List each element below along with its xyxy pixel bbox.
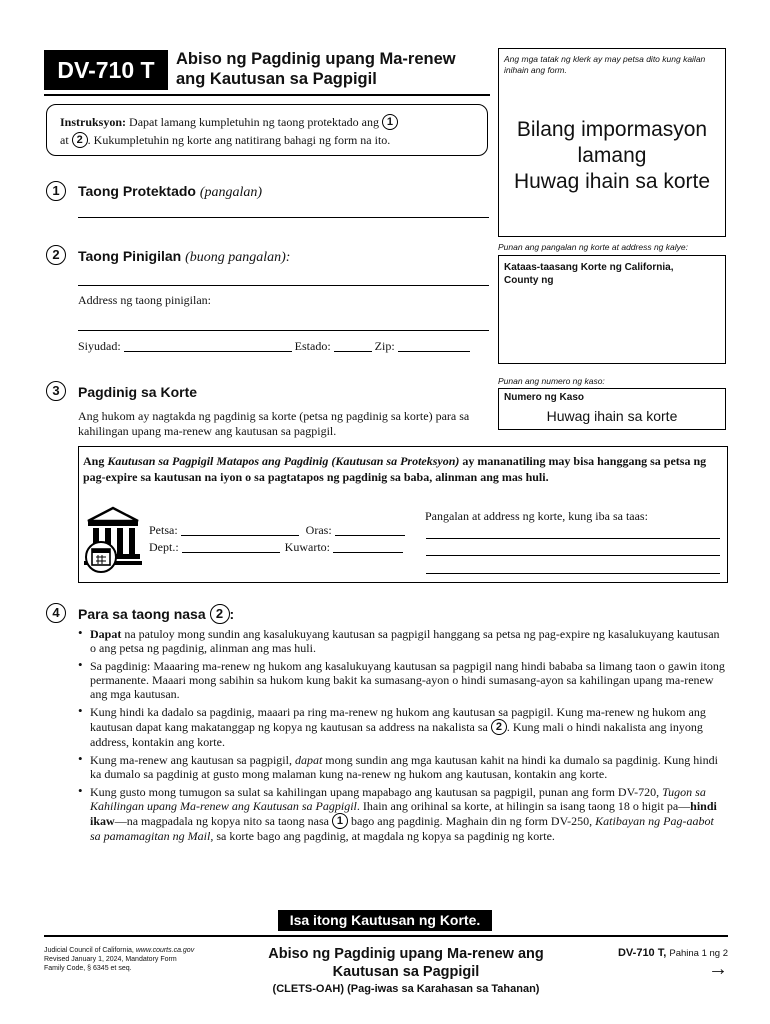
hearing-box xyxy=(78,446,728,583)
bullet-5-text-d: bago ang pagdinig. Maghain din ng form DV-250, xyxy=(350,814,593,828)
bullet-1-text: na patuloy mong sundin ang kasalukuyang kautusan sa pagpigil hanggang sa petsa ng pag-expire ng kasalukuyang kautusan o ang petsa ng pagdinig, alinman ang mas huli. xyxy=(90,627,720,655)
section-3-text: Ang hukom ay nagtakda ng pagdinig sa korte (petsa ng pagdinig sa korte) para sa kahilingan upang ma-renew ang kautusan sa pagpigil. xyxy=(78,409,470,438)
bullet-3-text-a: Kung hindi ka dadalo sa pagdinig, maaari pa ring ma-renew ng hukom ang kautusan sa pagpigil. Kung ma-renew ng hukom ang kautusan dapat kang makatanggap ng kopya ng kautusan sa address na nakalista sa xyxy=(90,705,706,734)
ref-item-2: 2 xyxy=(72,132,88,148)
info-line1: Bilang impormasyon xyxy=(516,118,708,141)
city-field[interactable] xyxy=(124,340,292,352)
footer-revised: Revised January 1, 2024, Mandatory Form xyxy=(44,956,177,963)
footer-council: Judicial Council of California, xyxy=(44,947,134,954)
city-label: Siyudad: xyxy=(78,339,121,353)
bullet-4-text-a: Kung ma-renew ang kautusan sa pagpigil, xyxy=(90,753,292,767)
bullet-5-ref: 1 xyxy=(332,813,348,829)
section-4-title xyxy=(78,604,234,624)
section-1-title-text: Taong Protektado xyxy=(78,183,196,199)
bullet-5-text-e: sa korte bago ang pagdinig, at magdala ng kopya sa pagdinig ng korte. xyxy=(216,829,555,843)
bullet-3-ref: 2 xyxy=(491,719,507,735)
footer-rule xyxy=(44,935,728,937)
restrained-address-field[interactable] xyxy=(78,330,489,331)
room-label: Kuwarto: xyxy=(284,540,330,554)
footer-title xyxy=(240,945,572,997)
clerk-stamp-box xyxy=(498,48,726,237)
form-code-badge xyxy=(44,50,168,90)
next-page-arrow-icon[interactable]: → xyxy=(708,958,728,980)
court-box-label xyxy=(504,261,673,287)
header-rule xyxy=(44,94,490,96)
form-title-line2: ang Kautusan sa Pagpigil xyxy=(176,70,377,88)
bullet-item xyxy=(78,705,726,749)
case-box-label: Numero ng Kaso xyxy=(504,392,585,403)
court-box-label-line1: Kataas-taasang Korte ng California, xyxy=(504,262,674,273)
hearing-dept-row xyxy=(149,540,403,555)
court-address-label: Pangalan at address ng korte, kung iba sa taas: xyxy=(425,509,648,523)
instructions-text-c: . Kukumpletuhin ng korte ang natitirang bahagi ng form na ito. xyxy=(87,133,391,147)
section-4-ref: 2 xyxy=(210,604,230,624)
time-label: Oras: xyxy=(305,523,332,537)
zip-field[interactable] xyxy=(398,340,470,352)
section-4-number: 4 xyxy=(46,603,66,623)
bullet-4-italic: dapat xyxy=(294,753,323,767)
instructions-text-a: Dapat lamang kumpletuhin ng taong protektado ang xyxy=(129,115,379,129)
form-title-line1: Abiso ng Pagdinig upang Ma-renew xyxy=(176,50,456,68)
section-1-title xyxy=(78,183,262,201)
form-title xyxy=(176,49,494,89)
case-number-box[interactable] xyxy=(498,388,726,430)
bullet-item xyxy=(78,785,726,843)
section-3-title: Pagdinig sa Korte xyxy=(78,384,198,400)
hearing-order-title: Kautusan sa Pagpigil Matapos ang Pagdinig (Kautusan sa Proteksyon) xyxy=(107,454,460,468)
city-state-zip-row xyxy=(78,339,490,354)
bullet-item xyxy=(78,659,726,701)
bullet-2-text: Sa pagdinig: Maaaring ma-renew ng hukom ang kasalukuyang kautusan sa pagpigil nang hindi bababa sa limang taon o gawin itong permanente. Maaari mong sabihin sa hukom kung bakit ka sumasang-ayon o hindi sumasang-ayon sa kahilingan upang ma-renew ang mga kautusan. xyxy=(90,659,725,701)
footer-subtitle: (CLETS-OAH) (Pag-iwas sa Karahasan sa Tahanan) xyxy=(272,983,540,995)
footer-form-code: DV-710 T, xyxy=(617,947,667,959)
court-name-box[interactable] xyxy=(498,255,726,364)
bullet-4-text-b: mong sundin ang mga kautusan kahit na hindi ka dumalo sa pagdinig. Kung hindi ka dumalo sa pagdinig at gusto mong malaman kung na-renew ng hukom ang kautusan, kontakin ang korte. xyxy=(90,753,718,781)
section-1-title-hint: (pangalan) xyxy=(199,185,263,200)
section-2-title xyxy=(78,248,290,266)
bullet-5-text-c: —na magpadala ng kopya nito sa taong nasa xyxy=(114,814,329,828)
ref-item-1: 1 xyxy=(382,114,398,130)
footer-page-number: Pahina 1 ng 2 xyxy=(669,948,728,959)
section-2-number: 2 xyxy=(46,245,66,265)
section-2-title-hint: (buong pangalan): xyxy=(185,250,291,265)
bullet-5-text-a: Kung gusto mong tumugon sa sulat sa kahilingan upang mapabago ang kautusan sa pagpigil, punan ang form DV-720, xyxy=(90,785,660,799)
section-4-title-text: Para sa taong nasa xyxy=(78,606,206,622)
hearing-room-field[interactable] xyxy=(333,541,403,553)
bullet-item xyxy=(78,627,726,655)
zip-label: Zip: xyxy=(374,339,395,353)
restrained-person-name-field[interactable] xyxy=(78,285,489,286)
footer-title-line2: Kautusan sa Pagpigil xyxy=(332,964,480,980)
courthouse-icon xyxy=(82,505,144,573)
dept-label: Dept.: xyxy=(149,540,179,554)
court-address-field-1[interactable] xyxy=(426,538,720,539)
footer-title-line1: Abiso ng Pagdinig upang Ma-renew ang xyxy=(268,946,544,962)
case-box-value: Huwag ihain sa korte xyxy=(546,408,678,424)
bullet-5-bold: hindi ikaw xyxy=(90,799,717,828)
hearing-date-field[interactable] xyxy=(181,524,299,536)
hearing-box-text xyxy=(83,453,723,485)
state-field[interactable] xyxy=(334,340,372,352)
bullet-3-text-b: . Kung mali o hindi nakalista ang inyong address, kontakin ang korte. xyxy=(90,720,703,749)
instructions-label: Instruksyon: xyxy=(60,115,127,129)
instructions-text xyxy=(60,113,480,149)
info-only-text xyxy=(499,117,725,195)
date-label: Petsa: xyxy=(149,523,178,537)
section-3-number: 3 xyxy=(46,381,66,401)
footer-website[interactable]: www.courts.ca.gov xyxy=(135,947,195,954)
section-4-title-end: : xyxy=(229,606,235,622)
hearing-dept-field[interactable] xyxy=(182,541,280,553)
form-code: DV-710 T xyxy=(57,57,155,83)
case-box-note: Punan ang numero ng kaso: xyxy=(498,376,605,386)
court-box-note: Punan ang pangalan ng korte at address ng kalye: xyxy=(498,242,688,252)
restrained-address-label: Address ng taong pinigilan: xyxy=(78,293,211,307)
footer-code: Family Code, § 6345 et seq. xyxy=(44,965,132,972)
instructions-box xyxy=(46,104,488,156)
section-2-title-text: Taong Pinigilan xyxy=(78,248,182,264)
bullet-1-bold: Dapat xyxy=(90,627,122,641)
bullet-5-italic-2: Katibayan ng Pag-aabot sa pamamagitan ng Mail, xyxy=(90,814,714,843)
bullet-item xyxy=(78,753,726,781)
section-1-number: 1 xyxy=(46,181,66,201)
court-address-field-2[interactable] xyxy=(426,555,720,556)
state-label: Estado: xyxy=(294,339,331,353)
hearing-date-row xyxy=(149,523,405,538)
bullet-5-italic-1: Tugon sa Kahilingan upang Ma-renew ang Kautusan sa Pagpigil xyxy=(90,785,706,813)
protected-person-name-field[interactable] xyxy=(78,217,489,218)
hearing-rest: ay mananatiling may bisa hanggang sa petsa ng pag-expire sa kautusan na iyon o sa pagtatapos ng pagdinig sa baba, alinman ang mas huli. xyxy=(83,454,707,484)
bullet-5-text-b: . Ihain ang orihinal sa korte, at hilingin sa isang taong 18 o higit pa— xyxy=(356,799,691,813)
court-box-label-line2: County ng xyxy=(504,275,554,286)
info-line3: Huwag ihain sa korte xyxy=(513,170,711,193)
court-address-field-3[interactable] xyxy=(426,573,720,574)
section-4-bullets xyxy=(78,627,726,847)
clerk-note: Ang mga tatak ng klerk ay may petsa dito kung kailan inihain ang form. xyxy=(504,54,706,75)
instructions-text-b: at xyxy=(60,133,69,147)
hearing-intro: Ang xyxy=(83,454,105,468)
footer-left xyxy=(44,946,234,973)
hearing-time-field[interactable] xyxy=(335,524,405,536)
info-line2: lamang xyxy=(577,144,647,167)
court-order-banner: Isa itong Kautusan ng Korte. xyxy=(278,910,492,931)
footer-council-line xyxy=(44,946,234,955)
